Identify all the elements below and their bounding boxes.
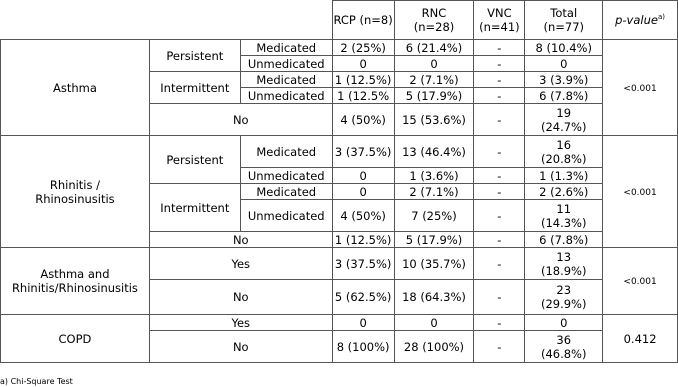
table-cell: 0 (394, 56, 474, 72)
table-cell: 1 (3.6%) (394, 168, 474, 184)
table-cell: 6 (21.4%) (394, 40, 474, 56)
table-cell: - (474, 56, 525, 72)
medicated-label: Medicated (240, 136, 332, 168)
table-cell: 5 (17.9%) (394, 88, 474, 104)
table-cell: 28 (100%) (394, 331, 474, 363)
yes-label: Yes (149, 315, 332, 331)
table-cell: 15 (53.6%) (394, 104, 474, 136)
rhinitis-label: Rhinitis / Rhinosinusitis (1, 136, 150, 248)
table-cell: - (474, 40, 525, 56)
table-cell: 2 (25%) (332, 40, 394, 56)
table-cell: 16 (20.8%) (525, 136, 603, 168)
table-cell: 2 (7.1%) (394, 72, 474, 88)
rhinitis-pvalue: <0.001 (603, 136, 678, 248)
medicated-label: Medicated (240, 72, 332, 88)
table-cell: 7 (25%) (394, 200, 474, 232)
table-cell: 1 (12.5%) (332, 72, 394, 88)
table-cell: 1 (1.3%) (525, 168, 603, 184)
table-row (1, 136, 678, 168)
table-cell: - (474, 136, 525, 168)
table-cell: - (474, 248, 525, 280)
table-cell: 36 (46.8%) (525, 331, 603, 363)
table-cell: - (474, 315, 525, 331)
header-row (1, 1, 678, 40)
asthma-persistent-label: Persistent (149, 40, 240, 72)
table-cell: 1 (12.5% (332, 88, 394, 104)
table-cell: - (474, 88, 525, 104)
unmedicated-label: Unmedicated (240, 88, 332, 104)
table-row (1, 40, 678, 56)
asthma-intermittent-label: Intermittent (149, 72, 240, 104)
table-cell: 4 (50%) (332, 200, 394, 232)
unmedicated-label: Unmedicated (240, 200, 332, 232)
header-blank (1, 1, 333, 40)
footnote: a) Chi-Square Test (0, 377, 73, 386)
table-cell: 0 (394, 315, 474, 331)
table-cell: 0 (525, 315, 603, 331)
header-rcp: RCP (n=8) (332, 1, 394, 40)
rhinitis-persistent-label: Persistent (149, 136, 240, 184)
table-cell: - (474, 104, 525, 136)
table-cell: - (474, 232, 525, 248)
table-cell: 1 (12.5%) (332, 232, 394, 248)
table-row (1, 248, 678, 280)
table-cell: 4 (50%) (332, 104, 394, 136)
table-cell: 0 (332, 168, 394, 184)
both-pvalue: <0.001 (603, 248, 678, 315)
yes-label: Yes (149, 248, 332, 280)
table-cell: - (474, 184, 525, 200)
table-cell: 0 (525, 56, 603, 72)
no-label: No (149, 232, 332, 248)
unmedicated-label: Unmedicated (240, 168, 332, 184)
table-cell: - (474, 280, 525, 315)
header-vnc: VNC (n=41) (474, 1, 525, 40)
table-cell: - (474, 331, 525, 363)
table-cell: 3 (3.9%) (525, 72, 603, 88)
medicated-label: Medicated (240, 184, 332, 200)
table-cell: 18 (64.3%) (394, 280, 474, 315)
header-pvalue: p-value$^{a)}$ (603, 1, 678, 40)
table-cell: 0 (332, 315, 394, 331)
no-label: No (149, 280, 332, 315)
table-cell: 3 (37.5%) (332, 136, 394, 168)
table-cell: 3 (37.5%) (332, 248, 394, 280)
table-cell: 0 (332, 56, 394, 72)
table-cell: 11 (14.3%) (525, 200, 603, 232)
table-cell: - (474, 168, 525, 184)
table-cell: 8 (10.4%) (525, 40, 603, 56)
table-cell: 10 (35.7%) (394, 248, 474, 280)
unmedicated-label: Unmedicated (240, 56, 332, 72)
table-cell: - (474, 200, 525, 232)
table-cell: 6 (7.8%) (525, 88, 603, 104)
no-label: No (149, 104, 332, 136)
rhinitis-intermittent-label: Intermittent (149, 184, 240, 232)
no-label: No (149, 331, 332, 363)
header-rnc: RNC (n=28) (394, 1, 474, 40)
table-cell: 5 (17.9%) (394, 232, 474, 248)
table-cell: - (474, 72, 525, 88)
copd-pvalue: 0.412 (603, 315, 678, 363)
table-cell: 6 (7.8%) (525, 232, 603, 248)
table-cell: 2 (7.1%) (394, 184, 474, 200)
table-cell: 5 (62.5%) (332, 280, 394, 315)
table-cell: 8 (100%) (332, 331, 394, 363)
table-cell: 13 (46.4%) (394, 136, 474, 168)
table-row (1, 315, 678, 331)
both-label: Asthma and Rhinitis/Rhinosinusitis (1, 248, 150, 315)
medicated-label: Medicated (240, 40, 332, 56)
copd-label: COPD (1, 315, 150, 363)
table-cell: 0 (332, 184, 394, 200)
table-cell: 23 (29.9%) (525, 280, 603, 315)
header-total: Total (n=77) (525, 1, 603, 40)
table-cell: 13 (18.9%) (525, 248, 603, 280)
table-cell: 2 (2.6%) (525, 184, 603, 200)
table-cell: 19 (24.7%) (525, 104, 603, 136)
asthma-pvalue: <0.001 (603, 40, 678, 136)
asthma-label: Asthma (1, 40, 150, 136)
